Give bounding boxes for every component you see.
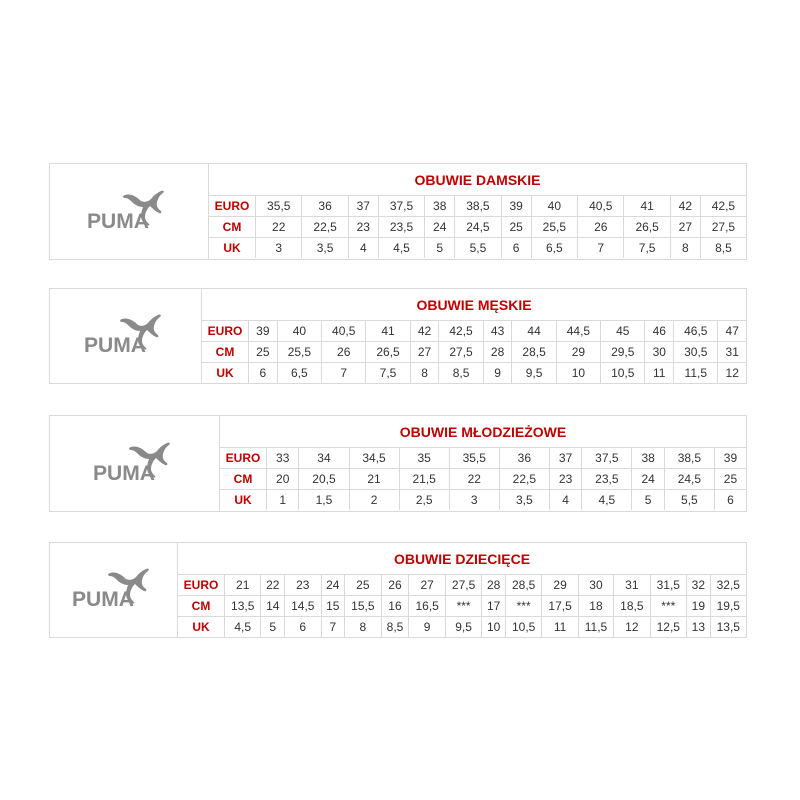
size-cell: 44: [512, 321, 556, 342]
size-cell: 46,5: [674, 321, 718, 342]
size-cell: 47: [718, 321, 746, 342]
size-cell: 5: [261, 617, 285, 638]
size-cell: ***: [505, 596, 541, 617]
size-cell: 11: [542, 617, 578, 638]
size-cell: 9,5: [445, 617, 481, 638]
size-cell: 27,5: [439, 342, 483, 363]
size-cell: 27: [410, 342, 439, 363]
size-cell: 25: [714, 469, 746, 490]
size-table: [220, 448, 746, 510]
size-cell: 10: [556, 363, 600, 384]
size-cell: 5,5: [455, 238, 501, 259]
size-cell: 21: [225, 575, 261, 596]
size-cell: 40: [277, 321, 321, 342]
size-cell: 14,5: [285, 596, 321, 617]
size-cell: 20,5: [299, 469, 349, 490]
size-cell: 8: [410, 363, 439, 384]
size-cell: 30: [645, 342, 674, 363]
size-cell: 41: [624, 196, 670, 217]
size-row-cm: [209, 217, 746, 238]
size-cell: 7: [578, 238, 624, 259]
size-chart-body: [209, 164, 746, 259]
puma-wordmark: PUMA: [92, 461, 155, 485]
size-cell: 15,5: [345, 596, 381, 617]
size-cell: 38,5: [664, 448, 714, 469]
size-row-uk: [202, 363, 746, 384]
size-cell: 42,5: [700, 196, 746, 217]
brand-logo-cell: [50, 289, 202, 383]
row-label: CM: [202, 342, 249, 363]
size-cell: 9: [409, 617, 445, 638]
size-cell: 39: [501, 196, 531, 217]
brand-logo-cell: [50, 543, 178, 637]
row-label: EURO: [202, 321, 249, 342]
size-cell: 11,5: [578, 617, 613, 638]
size-cell: 7,5: [624, 238, 670, 259]
size-cell: 23,5: [378, 217, 424, 238]
row-label: UK: [220, 490, 267, 511]
row-label: UK: [209, 238, 256, 259]
size-cell: 30,5: [674, 342, 718, 363]
size-cell: 29: [556, 342, 600, 363]
size-cell: 28: [483, 342, 512, 363]
size-cell: 7: [321, 617, 345, 638]
size-cell: 3,5: [499, 490, 549, 511]
brand-logo-cell: [50, 416, 220, 511]
size-cell: 2: [349, 490, 399, 511]
size-cell: 8,5: [700, 238, 746, 259]
size-cell: 22,5: [302, 217, 348, 238]
size-cell: 40,5: [578, 196, 624, 217]
size-cell: 37,5: [582, 448, 632, 469]
size-cell: 36: [499, 448, 549, 469]
row-label: UK: [178, 617, 225, 638]
size-cell: 38: [425, 196, 455, 217]
size-cell: 35,5: [256, 196, 302, 217]
size-row-euro: [220, 448, 746, 469]
size-cell: 25: [249, 342, 278, 363]
size-cell: 18: [578, 596, 613, 617]
size-cell: 6,5: [531, 238, 577, 259]
size-cell: 31: [614, 575, 650, 596]
size-cell: 22: [449, 469, 499, 490]
size-cell: 38: [632, 448, 664, 469]
size-cell: 28,5: [505, 575, 541, 596]
size-cell: 24,5: [455, 217, 501, 238]
size-cell: 42: [670, 196, 700, 217]
row-label: EURO: [178, 575, 225, 596]
size-chart-kids: [49, 542, 747, 638]
row-label: EURO: [209, 196, 256, 217]
size-cell: 14: [261, 596, 285, 617]
size-cell: 12: [614, 617, 650, 638]
size-cell: 10: [482, 617, 506, 638]
size-cell: 9: [483, 363, 512, 384]
size-cell: 32: [687, 575, 711, 596]
size-chart-title: OBUWIE MŁODZIEŻOWE: [220, 416, 746, 448]
size-cell: 28: [482, 575, 506, 596]
size-cell: 8: [670, 238, 700, 259]
size-cell: 36: [302, 196, 348, 217]
size-cell: 30: [578, 575, 613, 596]
size-cell: 26: [578, 217, 624, 238]
size-cell: 29: [542, 575, 578, 596]
size-cell: 7,5: [366, 363, 410, 384]
size-cell: 4: [348, 238, 378, 259]
size-cell: 45: [601, 321, 645, 342]
size-cell: 12,5: [650, 617, 686, 638]
size-cell: 26,5: [366, 342, 410, 363]
size-cell: 16,5: [409, 596, 445, 617]
puma-logo-icon: [84, 313, 168, 359]
size-cell: 13,5: [225, 596, 261, 617]
size-cell: 29,5: [601, 342, 645, 363]
size-cell: ***: [445, 596, 481, 617]
size-cell: 43: [483, 321, 512, 342]
size-cell: 11,5: [674, 363, 718, 384]
size-cell: 25,5: [277, 342, 321, 363]
brand-logo-cell: [50, 164, 209, 259]
row-label: CM: [220, 469, 267, 490]
size-row-euro: [209, 196, 746, 217]
size-cell: 19: [687, 596, 711, 617]
size-cell: 25: [501, 217, 531, 238]
size-cell: 24: [632, 469, 664, 490]
size-cell: 10,5: [601, 363, 645, 384]
size-cell: 6: [501, 238, 531, 259]
size-chart-title: OBUWIE MĘSKIE: [202, 289, 746, 321]
size-cell: 46: [645, 321, 674, 342]
size-cell: 6: [249, 363, 278, 384]
size-chart-men: [49, 288, 747, 384]
size-cell: 4,5: [225, 617, 261, 638]
size-cell: 22,5: [499, 469, 549, 490]
size-cell: 13,5: [710, 617, 746, 638]
size-cell: 13: [687, 617, 711, 638]
size-row-uk: [209, 238, 746, 259]
size-cell: 37: [348, 196, 378, 217]
size-cell: 3: [256, 238, 302, 259]
size-cell: 28,5: [512, 342, 556, 363]
size-cell: 16: [381, 596, 409, 617]
size-row-euro: [178, 575, 746, 596]
size-cell: 8: [345, 617, 381, 638]
size-cell: 23: [549, 469, 581, 490]
size-cell: 33: [267, 448, 299, 469]
size-cell: 5,5: [664, 490, 714, 511]
size-chart-body: [202, 289, 746, 383]
size-cell: 40: [531, 196, 577, 217]
puma-logo-icon: [72, 567, 156, 613]
size-cell: 27: [670, 217, 700, 238]
size-row-euro: [202, 321, 746, 342]
size-cell: 10,5: [505, 617, 541, 638]
puma-wordmark: PUMA: [87, 209, 149, 233]
size-chart-youth: [49, 415, 747, 512]
puma-wordmark: PUMA: [83, 334, 146, 357]
size-cell: 6,5: [277, 363, 321, 384]
size-cell: ***: [650, 596, 686, 617]
size-cell: 17,5: [542, 596, 578, 617]
size-cell: 8,5: [381, 617, 409, 638]
size-cell: 24,5: [664, 469, 714, 490]
row-label: UK: [202, 363, 249, 384]
size-row-uk: [178, 617, 746, 638]
size-cell: 4,5: [582, 490, 632, 511]
size-cell: 31,5: [650, 575, 686, 596]
size-cell: 42,5: [439, 321, 483, 342]
size-table: [178, 575, 746, 637]
size-cell: 26: [322, 342, 366, 363]
row-label: CM: [209, 217, 256, 238]
size-cell: 23: [285, 575, 321, 596]
size-cell: 40,5: [322, 321, 366, 342]
size-cell: 22: [256, 217, 302, 238]
size-cell: 19,5: [710, 596, 746, 617]
size-cell: 18,5: [614, 596, 650, 617]
size-cell: 41: [366, 321, 410, 342]
size-cell: 23,5: [582, 469, 632, 490]
size-cell: 11: [645, 363, 674, 384]
size-cell: 34: [299, 448, 349, 469]
size-cell: 22: [261, 575, 285, 596]
size-cell: 8,5: [439, 363, 483, 384]
size-chart-title: OBUWIE DAMSKIE: [209, 164, 746, 196]
size-cell: 27,5: [700, 217, 746, 238]
size-cell: 31: [718, 342, 746, 363]
size-cell: 34,5: [349, 448, 399, 469]
size-cell: 4,5: [378, 238, 424, 259]
size-cell: 27: [409, 575, 445, 596]
size-cell: 3,5: [302, 238, 348, 259]
size-cell: 1: [267, 490, 299, 511]
size-cell: 7: [322, 363, 366, 384]
size-cell: 25,5: [531, 217, 577, 238]
size-cell: 9,5: [512, 363, 556, 384]
size-cell: 1,5: [299, 490, 349, 511]
size-row-cm: [202, 342, 746, 363]
size-cell: 21,5: [399, 469, 449, 490]
size-cell: 37,5: [378, 196, 424, 217]
size-cell: 15: [321, 596, 345, 617]
size-cell: 5: [632, 490, 664, 511]
size-cell: 6: [285, 617, 321, 638]
size-table: [209, 196, 746, 258]
size-cell: 42: [410, 321, 439, 342]
size-cell: 39: [714, 448, 746, 469]
size-cell: 26,5: [624, 217, 670, 238]
row-label: CM: [178, 596, 225, 617]
puma-logo-icon: [87, 189, 171, 235]
size-cell: 26: [381, 575, 409, 596]
size-cell: 5: [425, 238, 455, 259]
size-chart-body: [220, 416, 746, 511]
size-cell: 23: [348, 217, 378, 238]
size-cell: 44,5: [556, 321, 600, 342]
size-cell: 21: [349, 469, 399, 490]
size-cell: 25: [345, 575, 381, 596]
size-cell: 24: [425, 217, 455, 238]
size-cell: 38,5: [455, 196, 501, 217]
size-cell: 20: [267, 469, 299, 490]
size-cell: 4: [549, 490, 581, 511]
size-chart-body: [178, 543, 746, 637]
row-label: EURO: [220, 448, 267, 469]
size-cell: 35,5: [449, 448, 499, 469]
size-table: [202, 321, 746, 383]
size-cell: 32,5: [710, 575, 746, 596]
puma-logo-icon: [93, 441, 177, 487]
size-cell: 27,5: [445, 575, 481, 596]
size-row-cm: [178, 596, 746, 617]
size-cell: 2,5: [399, 490, 449, 511]
size-cell: 6: [714, 490, 746, 511]
size-cell: 24: [321, 575, 345, 596]
size-row-cm: [220, 469, 746, 490]
size-cell: 17: [482, 596, 506, 617]
size-chart-title: OBUWIE DZIECIĘCE: [178, 543, 746, 575]
size-cell: 37: [549, 448, 581, 469]
size-cell: 12: [718, 363, 746, 384]
puma-wordmark: PUMA: [71, 588, 134, 611]
size-row-uk: [220, 490, 746, 511]
size-cell: 39: [249, 321, 278, 342]
size-chart-women: [49, 163, 747, 260]
size-cell: 35: [399, 448, 449, 469]
size-cell: 3: [449, 490, 499, 511]
